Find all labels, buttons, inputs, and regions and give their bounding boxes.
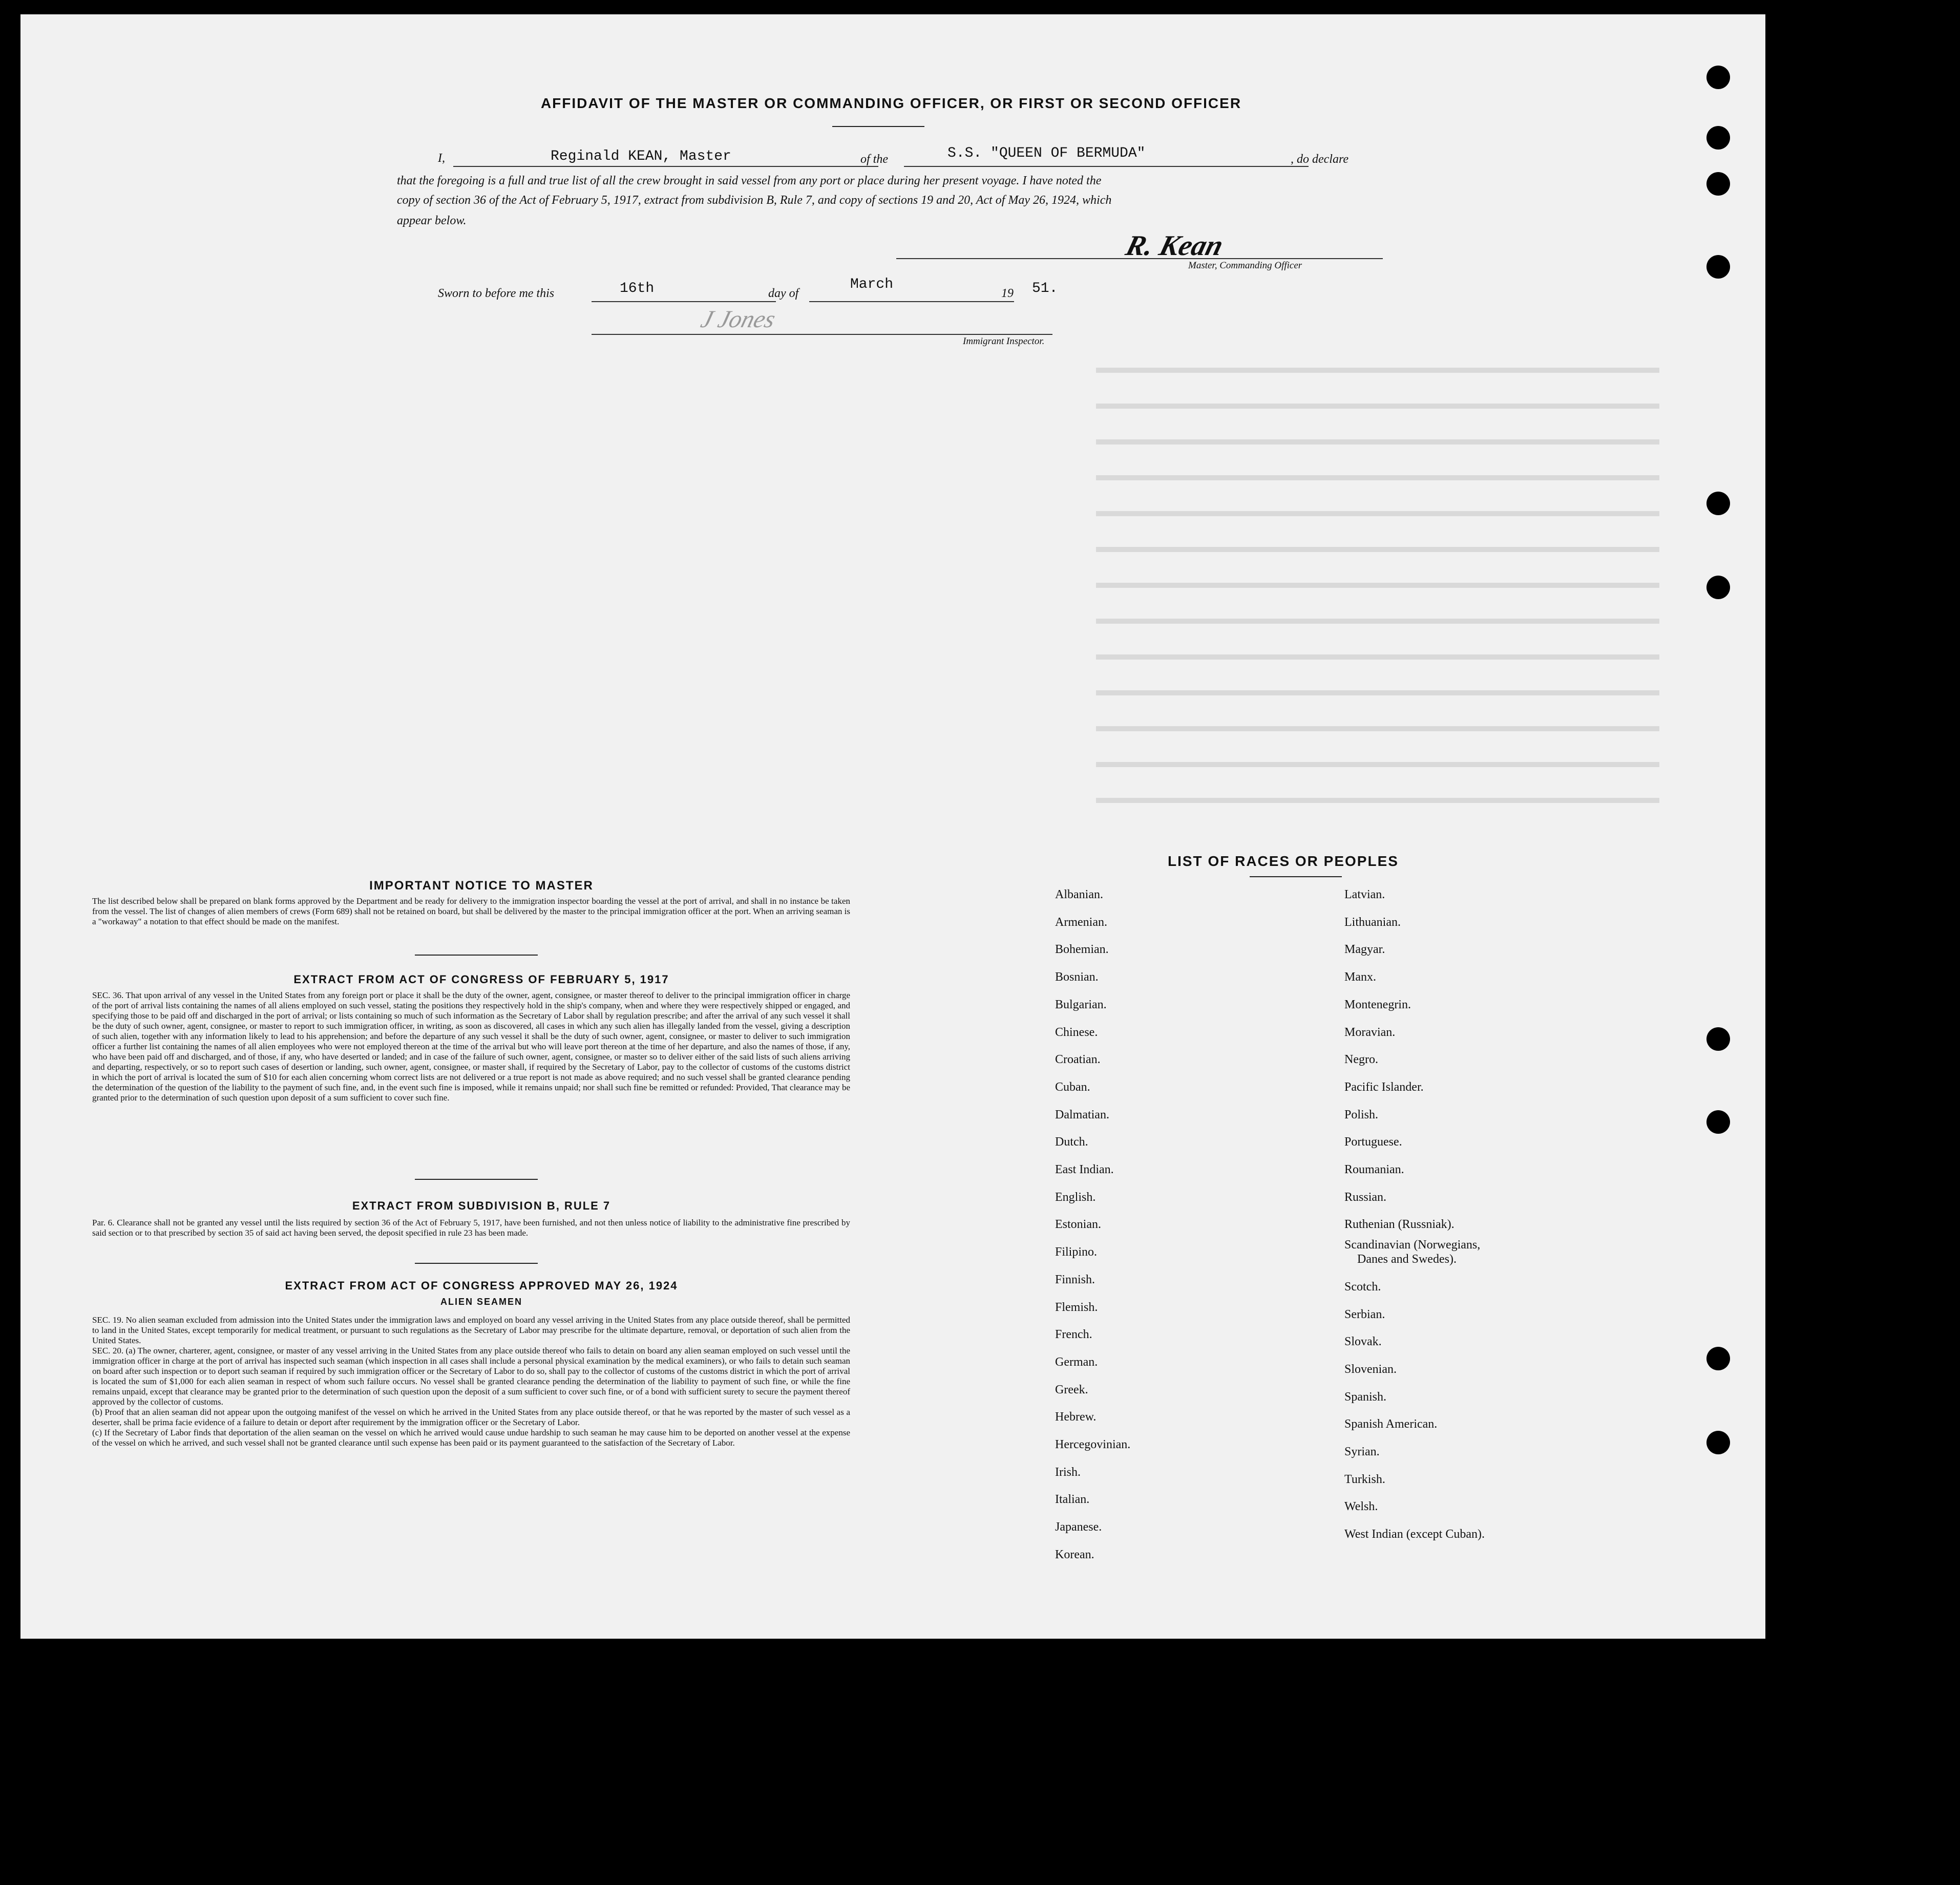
sworn-day: 16th: [620, 281, 655, 296]
day-line: [592, 301, 776, 302]
race-item: Greek.: [1055, 1383, 1088, 1396]
master-name: Reginald KEAN, Master: [551, 149, 731, 164]
punch-hole: [1706, 576, 1730, 599]
race-item: Finnish.: [1055, 1273, 1095, 1286]
race-item: Roumanian.: [1344, 1163, 1404, 1176]
vessel-name: S.S. "QUEEN OF BERMUDA": [947, 145, 1146, 161]
race-item: Latvian.: [1344, 888, 1385, 901]
sec-19-text: SEC. 19. No alien seaman excluded from admission into the United States under the immigration laws and employed on board any vessel arriving in the United States from any place outside thereof, shall be permitted to land in the United States, except temporarily for medical treatment, or pursuant to such regulations as the Secretary of Labor may prescribe for the ultimate departure, removal, or deportation of such alien from the United States.: [92, 1315, 850, 1345]
race-item: Japanese.: [1055, 1520, 1102, 1534]
race-item: Serbian.: [1344, 1307, 1385, 1321]
race-item: Portuguese.: [1344, 1135, 1402, 1149]
month-line: [809, 301, 1014, 302]
races-title: LIST OF RACES OR PEOPLES: [1168, 853, 1399, 869]
race-item: Polish.: [1344, 1108, 1379, 1121]
race-item: Cuban.: [1055, 1080, 1090, 1094]
bleed-through-marks: [1096, 690, 1659, 695]
race-item: Welsh.: [1344, 1500, 1378, 1514]
race-item: Estonian.: [1055, 1218, 1101, 1232]
race-item: Negro.: [1344, 1053, 1378, 1067]
race-item: German.: [1055, 1355, 1098, 1369]
declaration-line-3: copy of section 36 of the Act of February 5, 1917, extract from subdivision B, Rule 7, and copy of sections 19 and 20, Act of May 26, 1924, which: [397, 194, 1112, 207]
master-caption: Master, Commanding Officer: [1188, 260, 1302, 271]
bleed-through-marks: [1096, 368, 1659, 373]
extract-1917-title: EXTRACT FROM ACT OF CONGRESS OF FEBRUARY 5, 1917: [293, 973, 669, 986]
race-item: Dutch.: [1055, 1135, 1088, 1149]
race-item: Italian.: [1055, 1493, 1090, 1507]
race-item: Armenian.: [1055, 915, 1107, 929]
sworn-year: 51.: [1032, 281, 1058, 296]
bleed-through-marks: [1096, 475, 1659, 480]
do-declare-label: , do declare: [1291, 153, 1349, 166]
bleed-through-marks: [1096, 798, 1659, 803]
race-item: Dalmatian.: [1055, 1108, 1109, 1121]
declaration-line-2: that the foregoing is a full and true list of all the crew brought in said vessel from any port or place during her present voyage. I have noted the: [397, 174, 1102, 187]
race-item: Montenegrin.: [1344, 998, 1411, 1011]
declaration-line-4: appear below.: [397, 214, 467, 227]
year-prefix: 19: [1001, 287, 1014, 300]
race-item: French.: [1055, 1328, 1092, 1342]
bleed-through-marks: [1096, 619, 1659, 624]
race-item: Irish.: [1055, 1465, 1081, 1479]
name-line: [453, 166, 878, 167]
race-item: Russian.: [1344, 1190, 1387, 1204]
race-item: Danes and Swedes).: [1357, 1253, 1457, 1266]
extract-1924-title: EXTRACT FROM ACT OF CONGRESS APPROVED MAY 26, 1924: [285, 1279, 678, 1292]
sec-20b-text: (b) Proof that an alien seaman did not appear upon the outgoing manifest of the vessel on which he arrived in the United States from any place outside thereof, or that he was reported by the master of such vessel as a deserter, shall be prima facie evidence of a failure to detain or deport after requirement by the immigration officer or the Secretary of Labor.: [92, 1407, 850, 1427]
of-the-label: of the: [860, 153, 888, 166]
race-item: Slovenian.: [1344, 1362, 1397, 1376]
race-item: Lithuanian.: [1344, 915, 1401, 929]
race-item: Pacific Islander.: [1344, 1080, 1424, 1094]
bleed-through-marks: [1096, 511, 1659, 516]
inspector-signature: J Jones: [698, 306, 778, 333]
race-item: Ruthenian (Russniak).: [1344, 1218, 1455, 1232]
sec-20a-text: SEC. 20. (a) The owner, charterer, agent, consignee, or master of any vessel arriving in the United States from any place outside thereof who fails to detain on board any alien seaman employed on such vessel until the immigration officer in charge at the port of arrival has inspected such seaman (which inspection in all cases shall include a personal physical examination by the medical examiners), or who fails to detain such seaman on board after such inspection or to deport such seaman if required by such immigration officer or the Secretary of Labor to do so, shall pay to the collector of customs of the customs district in which the port of arrival is located the sum of $1,000 for each alien seaman in respect of whom such failure occurs. No vessel shall be granted clearance pending the determination of the liability to payment of such fine, or while the fine remains unpaid, except that clearance may be granted prior to the determination of such question upon the deposit of a sum sufficient to cover such fine, or of a bond with sufficient surety to secure the payment thereof approved by the collector of customs.: [92, 1346, 850, 1407]
affidavit-title: AFFIDAVIT OF THE MASTER OR COMMANDING OFFICER, OR FIRST OR SECOND OFFICER: [540, 95, 1242, 111]
race-item: Flemish.: [1055, 1300, 1098, 1314]
race-item: Filipino.: [1055, 1245, 1098, 1259]
vessel-line: [904, 166, 1309, 167]
race-item: Hebrew.: [1055, 1410, 1097, 1424]
notice-body: The list described below shall be prepared on blank forms approved by the Department and be ready for delivery to the immigration inspector boarding the vessel at the port of arrival, and shall in no instance be taken from the vessel. The list of changes of alien members of crews (Form 689) shall not be retained on board, but shall be delivered by the master to the principal immigration officer at the port. When an arriving seaman is a "workaway" a notation to that effect should be made on the manifest.: [92, 896, 850, 926]
race-item: Bohemian.: [1055, 943, 1109, 957]
race-item: Scandinavian (Norwegians,: [1344, 1238, 1481, 1252]
race-item: West Indian (except Cuban).: [1344, 1528, 1485, 1541]
bleed-through-marks: [1096, 404, 1659, 409]
sworn-label: Sworn to before me this: [438, 287, 555, 300]
day-of-label: day of: [768, 287, 799, 300]
punch-hole: [1706, 172, 1730, 196]
race-item: Spanish.: [1344, 1390, 1387, 1404]
rule7-title: EXTRACT FROM SUBDIVISION B, RULE 7: [352, 1199, 611, 1212]
bleed-through-marks: [1096, 726, 1659, 731]
race-item: East Indian.: [1055, 1163, 1114, 1176]
race-item: Slovak.: [1344, 1335, 1382, 1349]
alien-seamen-subtitle: ALIEN SEAMEN: [440, 1297, 522, 1307]
race-item: Bosnian.: [1055, 970, 1099, 984]
inspector-caption: Immigrant Inspector.: [963, 336, 1045, 347]
race-item: Chinese.: [1055, 1025, 1098, 1039]
punch-hole: [1706, 255, 1730, 279]
races-rule: [1250, 876, 1342, 877]
inspector-line: [592, 334, 1052, 335]
punch-hole: [1706, 1431, 1730, 1454]
race-item: Syrian.: [1344, 1445, 1380, 1458]
race-item: Manx.: [1344, 970, 1376, 984]
rule7-body: Par. 6. Clearance shall not be granted any vessel until the lists required by section 36 of the Act of February 5, 1917, have been furnished, and not then unless notice of liability to the administrative fine prescribed by said section or to that prescribed by section 35 of said act having been served, the deposit specified in rule 23 has been made.: [92, 1218, 850, 1238]
section-rule: [415, 1263, 538, 1264]
sec-20c-text: (c) If the Secretary of Labor finds that deportation of the alien seaman on the vessel on which he arrived would cause undue hardship to such seaman he may cause him to be deported on another vessel at the expense of the vessel on which he arrived, and such vessel shall not be granted clearance until such expense has been paid or its payment guaranteed to the satisfaction of the Secretary of Labor.: [92, 1428, 850, 1448]
bleed-through-marks: [1096, 583, 1659, 588]
race-item: Albanian.: [1055, 888, 1103, 901]
race-item: Spanish American.: [1344, 1417, 1438, 1431]
race-item: Turkish.: [1344, 1472, 1385, 1486]
sworn-month: March: [850, 277, 894, 292]
race-item: Croatian.: [1055, 1053, 1101, 1067]
punch-hole: [1706, 1110, 1730, 1134]
bleed-through-marks: [1096, 547, 1659, 552]
title-rule: [832, 126, 924, 127]
master-signature: R. Kean: [1122, 230, 1227, 262]
punch-hole: [1706, 66, 1730, 89]
section-rule: [415, 1179, 538, 1180]
punch-hole: [1706, 492, 1730, 515]
bleed-through-marks: [1096, 762, 1659, 767]
punch-hole: [1706, 1347, 1730, 1370]
race-item: Korean.: [1055, 1548, 1094, 1561]
document-page: [20, 14, 1765, 1639]
race-item: Hercegovinian.: [1055, 1438, 1131, 1451]
race-item: Magyar.: [1344, 943, 1385, 957]
race-item: Scotch.: [1344, 1280, 1381, 1294]
race-item: English.: [1055, 1190, 1096, 1204]
race-item: Moravian.: [1344, 1025, 1396, 1039]
notice-title: IMPORTANT NOTICE TO MASTER: [369, 879, 594, 893]
extract-1917-body: SEC. 36. That upon arrival of any vessel in the United States from any foreign port or place it shall be the duty of the owner, agent, consignee, or master thereof to deliver to the principal immigration officer in charge of the port of arrival lists containing the names of all aliens employed on such vessel, stating the positions they respectively hold in the ship's company, when and where they were respectively shipped or engaged, and specifying those to be paid off and discharged in the port of arrival; or lists containing so much of such information as the Secretary of Labor shall by regulation prescribe; and after the arrival of any such vessel it shall be the duty of such owner, agent, consignee, or master to report to such immigration officer, in writing, as soon as discovered, all cases in which any such alien has illegally landed from the vessel, giving a description of such alien, together with any information likely to lead to his apprehension; and before the departure of any such vessel it shall be the duty of such owner, agent, consignee, or master to deliver to such immigration officer a further list containing the names of all alien employees who were not employed thereon at the time of the arrival but who will leave port thereon at the time of her departure, and also the names of those, if any, who have been paid off and discharged, and of those, if any, who have deserted or landed; and in case of the failure of such owner, agent, consignee, or master so to deliver either of the said lists of such aliens arriving and departing, respectively, or so to report such cases of desertion or landing, such owner, agent, consignee, or master shall, if required by the Secretary of Labor, pay to the collector of customs of the customs district in which the port of arrival is located the sum of $10 for each alien concerning whom correct lists are not delivered or a true report is not made as above required; and no such vessel shall be granted clearance pending the determination of the question of the liability to the payment of such fine, and, in the event such fine is imposed, while it remains unpaid; nor shall such fine be remitted or refunded: Provided, That clearance may be granted prior to the determination of such question upon deposit of a sum sufficient to cover such fine.: [92, 990, 850, 1103]
section-rule: [415, 955, 538, 956]
i-label: I,: [438, 152, 445, 165]
bleed-through-marks: [1096, 439, 1659, 444]
bleed-through-marks: [1096, 654, 1659, 660]
punch-hole: [1706, 126, 1730, 150]
race-item: Bulgarian.: [1055, 998, 1107, 1011]
punch-hole: [1706, 1027, 1730, 1051]
extract-1924-body: [92, 1315, 850, 1448]
